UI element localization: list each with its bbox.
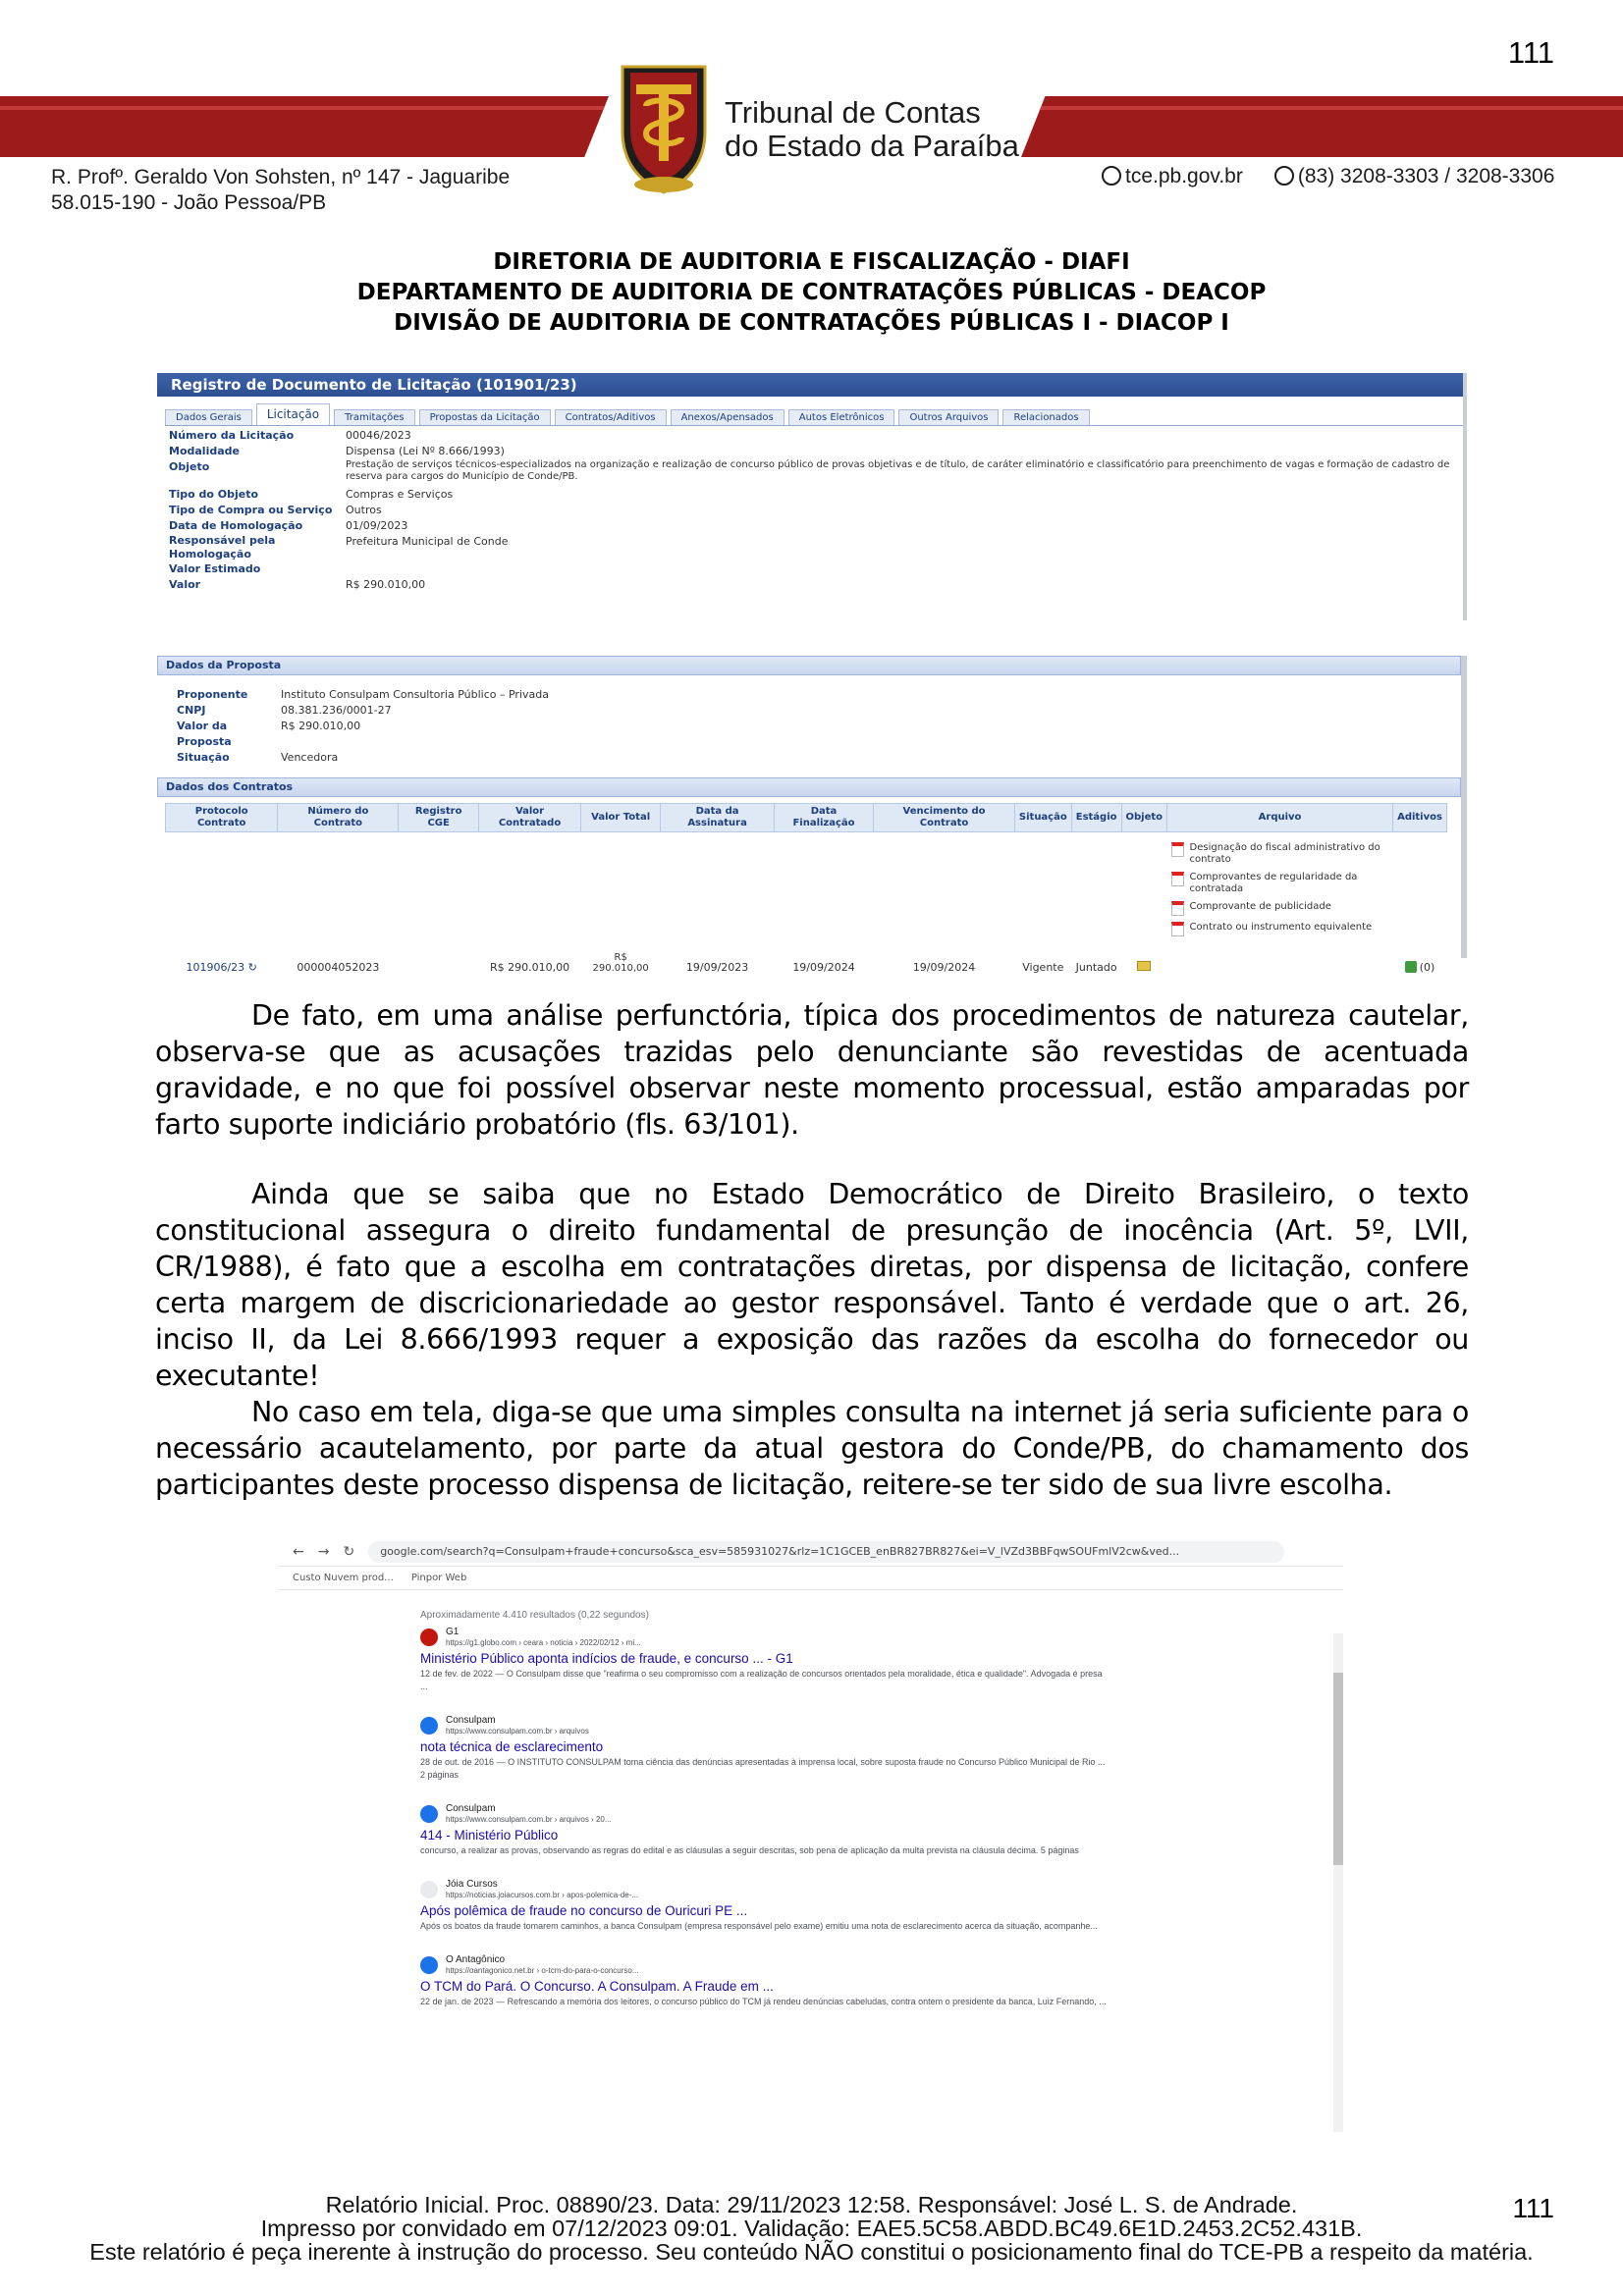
file-name: Comprovante de publicidade bbox=[1189, 901, 1331, 912]
footer-line: Relatório Inicial. Proc. 08890/23. Data: 29/11/2023 12:58. Responsável: José L. S. de Andrade. bbox=[325, 2192, 1298, 2217]
page-number-top: 111 bbox=[1507, 35, 1554, 70]
result-title-link[interactable]: Ministério Público aponta indícios de fraude, e concurso ... - G1 bbox=[420, 1651, 793, 1666]
result-site: Consulpam bbox=[446, 1715, 496, 1726]
registro-screenshot bbox=[157, 373, 1467, 620]
column-header: Estágio bbox=[1071, 804, 1121, 832]
org-contact bbox=[1102, 165, 1554, 188]
department-heading bbox=[0, 247, 1623, 339]
org-name bbox=[725, 96, 1019, 163]
header-band-left bbox=[0, 96, 609, 157]
result-url: https://oantagonico.net.br › o-tcm-do-para-o-concurso... bbox=[446, 1966, 639, 1975]
search-result bbox=[420, 1803, 1108, 1857]
table-row bbox=[166, 832, 1447, 976]
tab-autos-eletronicos[interactable]: Autos Eletrônicos bbox=[788, 409, 895, 425]
pdf-icon bbox=[1171, 922, 1184, 936]
file-link[interactable] bbox=[1171, 922, 1389, 936]
body-paragraph: No caso em tela, diga-se que uma simples consulta na internet já seria suficiente para o necessário acautelamento, por parte da atual gestora do Conde/PB, do chamamento dos participantes deste processo dispensa de licitação, reitere-se ter sido de sua livre escolha. bbox=[155, 1396, 1469, 1501]
file-link[interactable] bbox=[1171, 901, 1389, 916]
department-line: DIVISÃO DE AUDITORIA DE CONTRATAÇÕES PÚBLICAS I - DIACOP I bbox=[394, 310, 1229, 336]
valor-total: R$ 290.010,00 bbox=[592, 951, 649, 974]
history-icon: ↻ bbox=[247, 960, 257, 974]
column-header: Situação bbox=[1014, 804, 1071, 832]
department-line: DEPARTAMENTO DE AUDITORIA DE CONTRATAÇÕES PÚBLICAS - DEACOP bbox=[356, 280, 1267, 305]
section-header-proposta: Dados da Proposta bbox=[157, 656, 1461, 675]
g1-icon bbox=[420, 1629, 438, 1646]
forward-icon[interactable]: → bbox=[317, 1543, 330, 1560]
field-value: R$ 290.010,00 bbox=[346, 578, 426, 591]
field-label: Tipo de Compra ou Serviço bbox=[169, 504, 333, 516]
numero-contrato: 000004052023 bbox=[297, 960, 380, 974]
aditivos-cell[interactable] bbox=[1393, 832, 1447, 976]
column-header: Valor Contratado bbox=[479, 804, 581, 832]
field-value: Compras e Serviços bbox=[346, 488, 454, 501]
website bbox=[1102, 165, 1243, 188]
file-name: Contrato ou instrumento equivalente bbox=[1189, 922, 1373, 933]
column-header: Arquivo bbox=[1167, 804, 1393, 832]
field-value: Prestação de serviços técnicos-especializados na organização e realização de concurso público de provas objetivas e de título, de caráter eliminatório e classificatório para preenchimento de vagas e formação de cadastro de reserva para cargos do Município de Conde/PB. bbox=[346, 459, 1450, 482]
protocolo-text: 101906/23 bbox=[186, 960, 245, 974]
section-header-contratos: Dados dos Contratos bbox=[157, 777, 1461, 797]
field-label: Responsável pela Homologação bbox=[169, 534, 276, 561]
browser-toolbar bbox=[279, 1537, 1343, 1567]
globe-icon bbox=[420, 1956, 438, 1974]
aditivos-count: (0) bbox=[1419, 960, 1435, 974]
memo-icon[interactable] bbox=[1137, 961, 1151, 971]
whatsapp-icon bbox=[1274, 166, 1294, 186]
result-url: https://www.consulpam.com.br › arquivos › 20... bbox=[446, 1815, 612, 1824]
field-value: Dispensa (Lei Nº 8.666/1993) bbox=[346, 445, 505, 457]
result-site: Jóia Cursos bbox=[446, 1879, 498, 1890]
org-name-line1: Tribunal de Contas bbox=[725, 95, 981, 130]
result-snippet: Após os boatos da fraude tomarem caminhos, a banca Consulpam (empresa responsável pelo exame) emitiu uma nota de esclarecimento acerca da situação, acompanhe... bbox=[420, 1921, 1098, 1931]
page-number-bottom: 111 bbox=[1512, 2193, 1554, 2223]
field-value: Instituto Consulpam Consultoria Público – Privada bbox=[281, 688, 549, 701]
result-source bbox=[420, 1879, 1108, 1900]
field-value: 08.381.236/0001-27 bbox=[281, 704, 392, 717]
result-url: https://g1.globo.com › ceara › noticia › 2022/02/12 › mi... bbox=[446, 1638, 641, 1647]
field-label: Número da Licitação bbox=[169, 429, 295, 442]
proposta-contratos-screenshot bbox=[157, 656, 1467, 974]
tab-dados-gerais[interactable]: Dados Gerais bbox=[165, 409, 252, 425]
result-title-link[interactable]: nota técnica de esclarecimento bbox=[420, 1739, 604, 1754]
column-header: Data da Assinatura bbox=[661, 804, 775, 832]
protocolo-link[interactable] bbox=[166, 832, 278, 976]
search-result bbox=[420, 1715, 1108, 1782]
pdf-icon bbox=[1171, 842, 1184, 857]
result-snippet: 12 de fev. de 2022 — O Consulpam disse que "reafirma o seu compromisso com a realização de concursos orientados pela moralidade, ética e qualidade". Advogada é presa ... bbox=[420, 1669, 1103, 1691]
bookmarks-bar bbox=[279, 1567, 1343, 1590]
tab-outros-arquivos[interactable]: Outros Arquivos bbox=[898, 409, 999, 425]
tab-propostas[interactable]: Propostas da Licitação bbox=[419, 409, 551, 425]
data-assinatura: 19/09/2023 bbox=[685, 960, 749, 974]
field-value: 00046/2023 bbox=[346, 429, 411, 442]
result-snippet: 28 de out. de 2016 — O INSTITUTO CONSULPAM toma ciência das denúncias apresentadas à imprensa local, sobre suposta fraude no Concurso Público Municipal de Rio ... 2 páginas bbox=[420, 1757, 1106, 1780]
tab-relacionados[interactable]: Relacionados bbox=[1002, 409, 1089, 425]
org-address bbox=[51, 165, 510, 216]
scrollbar-thumb[interactable] bbox=[1333, 1673, 1343, 1865]
scrollbar[interactable] bbox=[1333, 1633, 1343, 2132]
pdf-icon bbox=[1171, 872, 1184, 886]
search-results bbox=[420, 1610, 1108, 2030]
objeto-cell[interactable] bbox=[1121, 832, 1167, 976]
result-source bbox=[420, 1803, 1108, 1825]
org-name-line2: do Estado da Paraíba bbox=[725, 129, 1019, 163]
reload-icon[interactable]: ↻ bbox=[343, 1543, 355, 1560]
tab-licitacao[interactable]: Licitação bbox=[256, 403, 330, 425]
search-result bbox=[420, 1627, 1108, 1693]
field-value: Prefeitura Municipal de Conde bbox=[346, 535, 509, 548]
search-result bbox=[420, 1879, 1108, 1933]
licitacao-fields bbox=[169, 428, 1463, 593]
site-icon bbox=[420, 1881, 438, 1898]
result-source bbox=[420, 1627, 1108, 1648]
field-label: Proponente bbox=[177, 688, 248, 701]
header-band-right bbox=[1021, 96, 1623, 157]
phone bbox=[1274, 165, 1555, 188]
result-url: https://www.consulpam.com.br › arquivos bbox=[446, 1727, 589, 1735]
field-label: CNPJ bbox=[177, 704, 206, 717]
result-site: Consulpam bbox=[446, 1803, 496, 1814]
column-header: Data Finalização bbox=[774, 804, 873, 832]
add-icon[interactable] bbox=[1405, 961, 1417, 973]
footer-line: Este relatório é peça inerente à instrução do processo. Seu conteúdo NÃO constitui o posicionamento final do TCE-PB a respeito da matéria. bbox=[89, 2239, 1534, 2265]
field-label: Modalidade bbox=[169, 445, 240, 457]
column-header: Número do Contrato bbox=[278, 804, 399, 832]
result-url: https://noticias.joiacursos.com.br › apos-polemica-de-... bbox=[446, 1891, 639, 1899]
body-paragraph: Ainda que se saiba que no Estado Democrático de Direito Brasileiro, o texto constitucional assegura o direito fundamental de presunção de inocência (Art. 5º, LVII, CR/1988), é fato que a escolha em contratações diretas, por dispensa de licitação, confere certa margem de discricionariedade ao gestor responsável. Tanto é verdade que o art. 26, inciso II, da Lei 8.666/1993 requer a exposição das razões da escolha do fornecedor ou executante! bbox=[155, 1178, 1469, 1392]
footer bbox=[0, 2193, 1623, 2264]
result-source bbox=[420, 1715, 1108, 1736]
contratos-table bbox=[165, 803, 1447, 976]
vencimento: 19/09/2024 bbox=[912, 960, 976, 974]
estagio: Juntado bbox=[1075, 960, 1117, 974]
browser-screenshot bbox=[279, 1537, 1343, 2132]
footer-line: Impresso por convidado em 07/12/2023 09:01. Validação: EAE5.5C58.ABDD.BC49.6E1D.2453.2C52.431B. bbox=[260, 2216, 1363, 2241]
file-name: Comprovantes de regularidade da contratada bbox=[1189, 872, 1358, 894]
pdf-icon bbox=[1171, 901, 1184, 916]
website-text: tce.pb.gov.br bbox=[1125, 165, 1243, 187]
field-value: Outros bbox=[346, 504, 382, 516]
registro-title: Registro de Documento de Licitação (101901/23) bbox=[157, 373, 1463, 397]
field-value: 01/09/2023 bbox=[346, 519, 408, 532]
result-title-link[interactable]: 414 - Ministério Público bbox=[420, 1828, 559, 1842]
registro-cge bbox=[399, 832, 479, 976]
search-result bbox=[420, 1954, 1108, 2008]
bookmark-item[interactable]: Custo Nuvem prod... bbox=[293, 1573, 394, 1583]
field-label: Data de Homologação bbox=[169, 519, 303, 532]
field-label: Situação bbox=[177, 751, 230, 764]
column-header: Protocolo Contrato bbox=[166, 804, 278, 832]
valor-contratado: R$ 290.010,00 bbox=[489, 960, 570, 974]
department-line: DIRETORIA DE AUDITORIA E FISCALIZAÇÃO - DIAFI bbox=[493, 249, 1130, 275]
field-label: Valor bbox=[169, 578, 201, 591]
body-paragraph: De fato, em uma análise perfunctória, típica dos procedimentos de natureza cautelar, observa-se que as acusações trazidas pelo denunciante são revestidas de acentuada gravidade, e no que foi possível observar neste momento processual, estão amparadas por farto suporte indiciário probatório (fls. 63/101). bbox=[155, 999, 1469, 1141]
field-value: Vencedora bbox=[281, 751, 339, 764]
bookmark-item[interactable]: Pinpor Web bbox=[410, 1573, 467, 1583]
column-header: Vencimento do Contrato bbox=[874, 804, 1015, 832]
result-site: O Antagônico bbox=[446, 1954, 506, 1965]
tce-crest-logo bbox=[617, 63, 711, 196]
address-line1: R. Profº. Geraldo Von Sohsten, nº 147 - Jaguaribe bbox=[51, 166, 511, 188]
column-header: Registro CGE bbox=[399, 804, 479, 832]
tab-anexos[interactable]: Anexos/Apensados bbox=[671, 409, 784, 425]
result-stats: Aproximadamente 4.410 resultados (0,22 segundos) bbox=[420, 1610, 649, 1621]
result-snippet: 22 de jan. de 2023 — Refrescando a memória dos leitores, o concurso público do TCM já rendeu denúncias cabeludas, contra ontem o presidente da banca, Luiz Fernando, ... bbox=[420, 1997, 1107, 2006]
at-icon bbox=[1102, 166, 1121, 186]
field-label: Valor Estimado bbox=[169, 562, 261, 575]
field-value bbox=[346, 561, 1463, 577]
field-label: Tipo do Objeto bbox=[169, 488, 259, 501]
file-name: Designação do fiscal administrativo do contrato bbox=[1189, 842, 1380, 865]
registro-tabs bbox=[165, 406, 1463, 426]
column-header: Valor Total bbox=[581, 804, 661, 832]
proposta-fields bbox=[177, 687, 1461, 766]
address-bar[interactable]: google.com/search?q=Consulpam+fraude+concurso&sca_esv=585931027&rlz=1C1GCEB_enBR827BR827&ei=V_lVZd3BBFqwSOUFmlV2cw&ved... bbox=[368, 1541, 1284, 1563]
situacao: Vigente bbox=[1022, 960, 1064, 974]
arquivos-cell bbox=[1167, 832, 1393, 976]
result-site: G1 bbox=[446, 1627, 460, 1637]
file-link[interactable] bbox=[1171, 872, 1389, 895]
result-title-link[interactable]: O TCM do Pará. O Concurso. A Consulpam. A Fraude em ... bbox=[420, 1979, 774, 1994]
globe-icon bbox=[420, 1805, 438, 1823]
address-line2: 58.015-190 - João Pessoa/PB bbox=[51, 191, 327, 214]
tab-contratos-aditivos[interactable]: Contratos/Aditivos bbox=[555, 409, 667, 425]
column-header: Objeto bbox=[1121, 804, 1167, 832]
result-source bbox=[420, 1954, 1108, 1976]
column-header: Aditivos bbox=[1393, 804, 1447, 832]
globe-icon bbox=[420, 1717, 438, 1735]
back-icon[interactable]: ← bbox=[293, 1543, 304, 1560]
result-snippet: concurso, a realizar as provas, observando as regras do edital e as cláusulas a seguir descritas, sob pena de aplicação da multa prevista na cláusula décima. 5 páginas bbox=[420, 1845, 1079, 1855]
data-finalizacao: 19/09/2024 bbox=[792, 960, 855, 974]
result-title-link[interactable]: Após polêmica de fraude no concurso de Ouricuri PE ... bbox=[420, 1903, 748, 1918]
phone-text: (83) 3208-3303 / 3208-3306 bbox=[1297, 165, 1555, 187]
table-header-row bbox=[166, 804, 1447, 832]
field-label: Valor da Proposta bbox=[177, 720, 232, 748]
field-label: Objeto bbox=[169, 460, 210, 473]
field-value: R$ 290.010,00 bbox=[281, 720, 361, 732]
tab-tramitacoes[interactable]: Tramitações bbox=[334, 409, 414, 425]
file-link[interactable] bbox=[1171, 842, 1389, 866]
